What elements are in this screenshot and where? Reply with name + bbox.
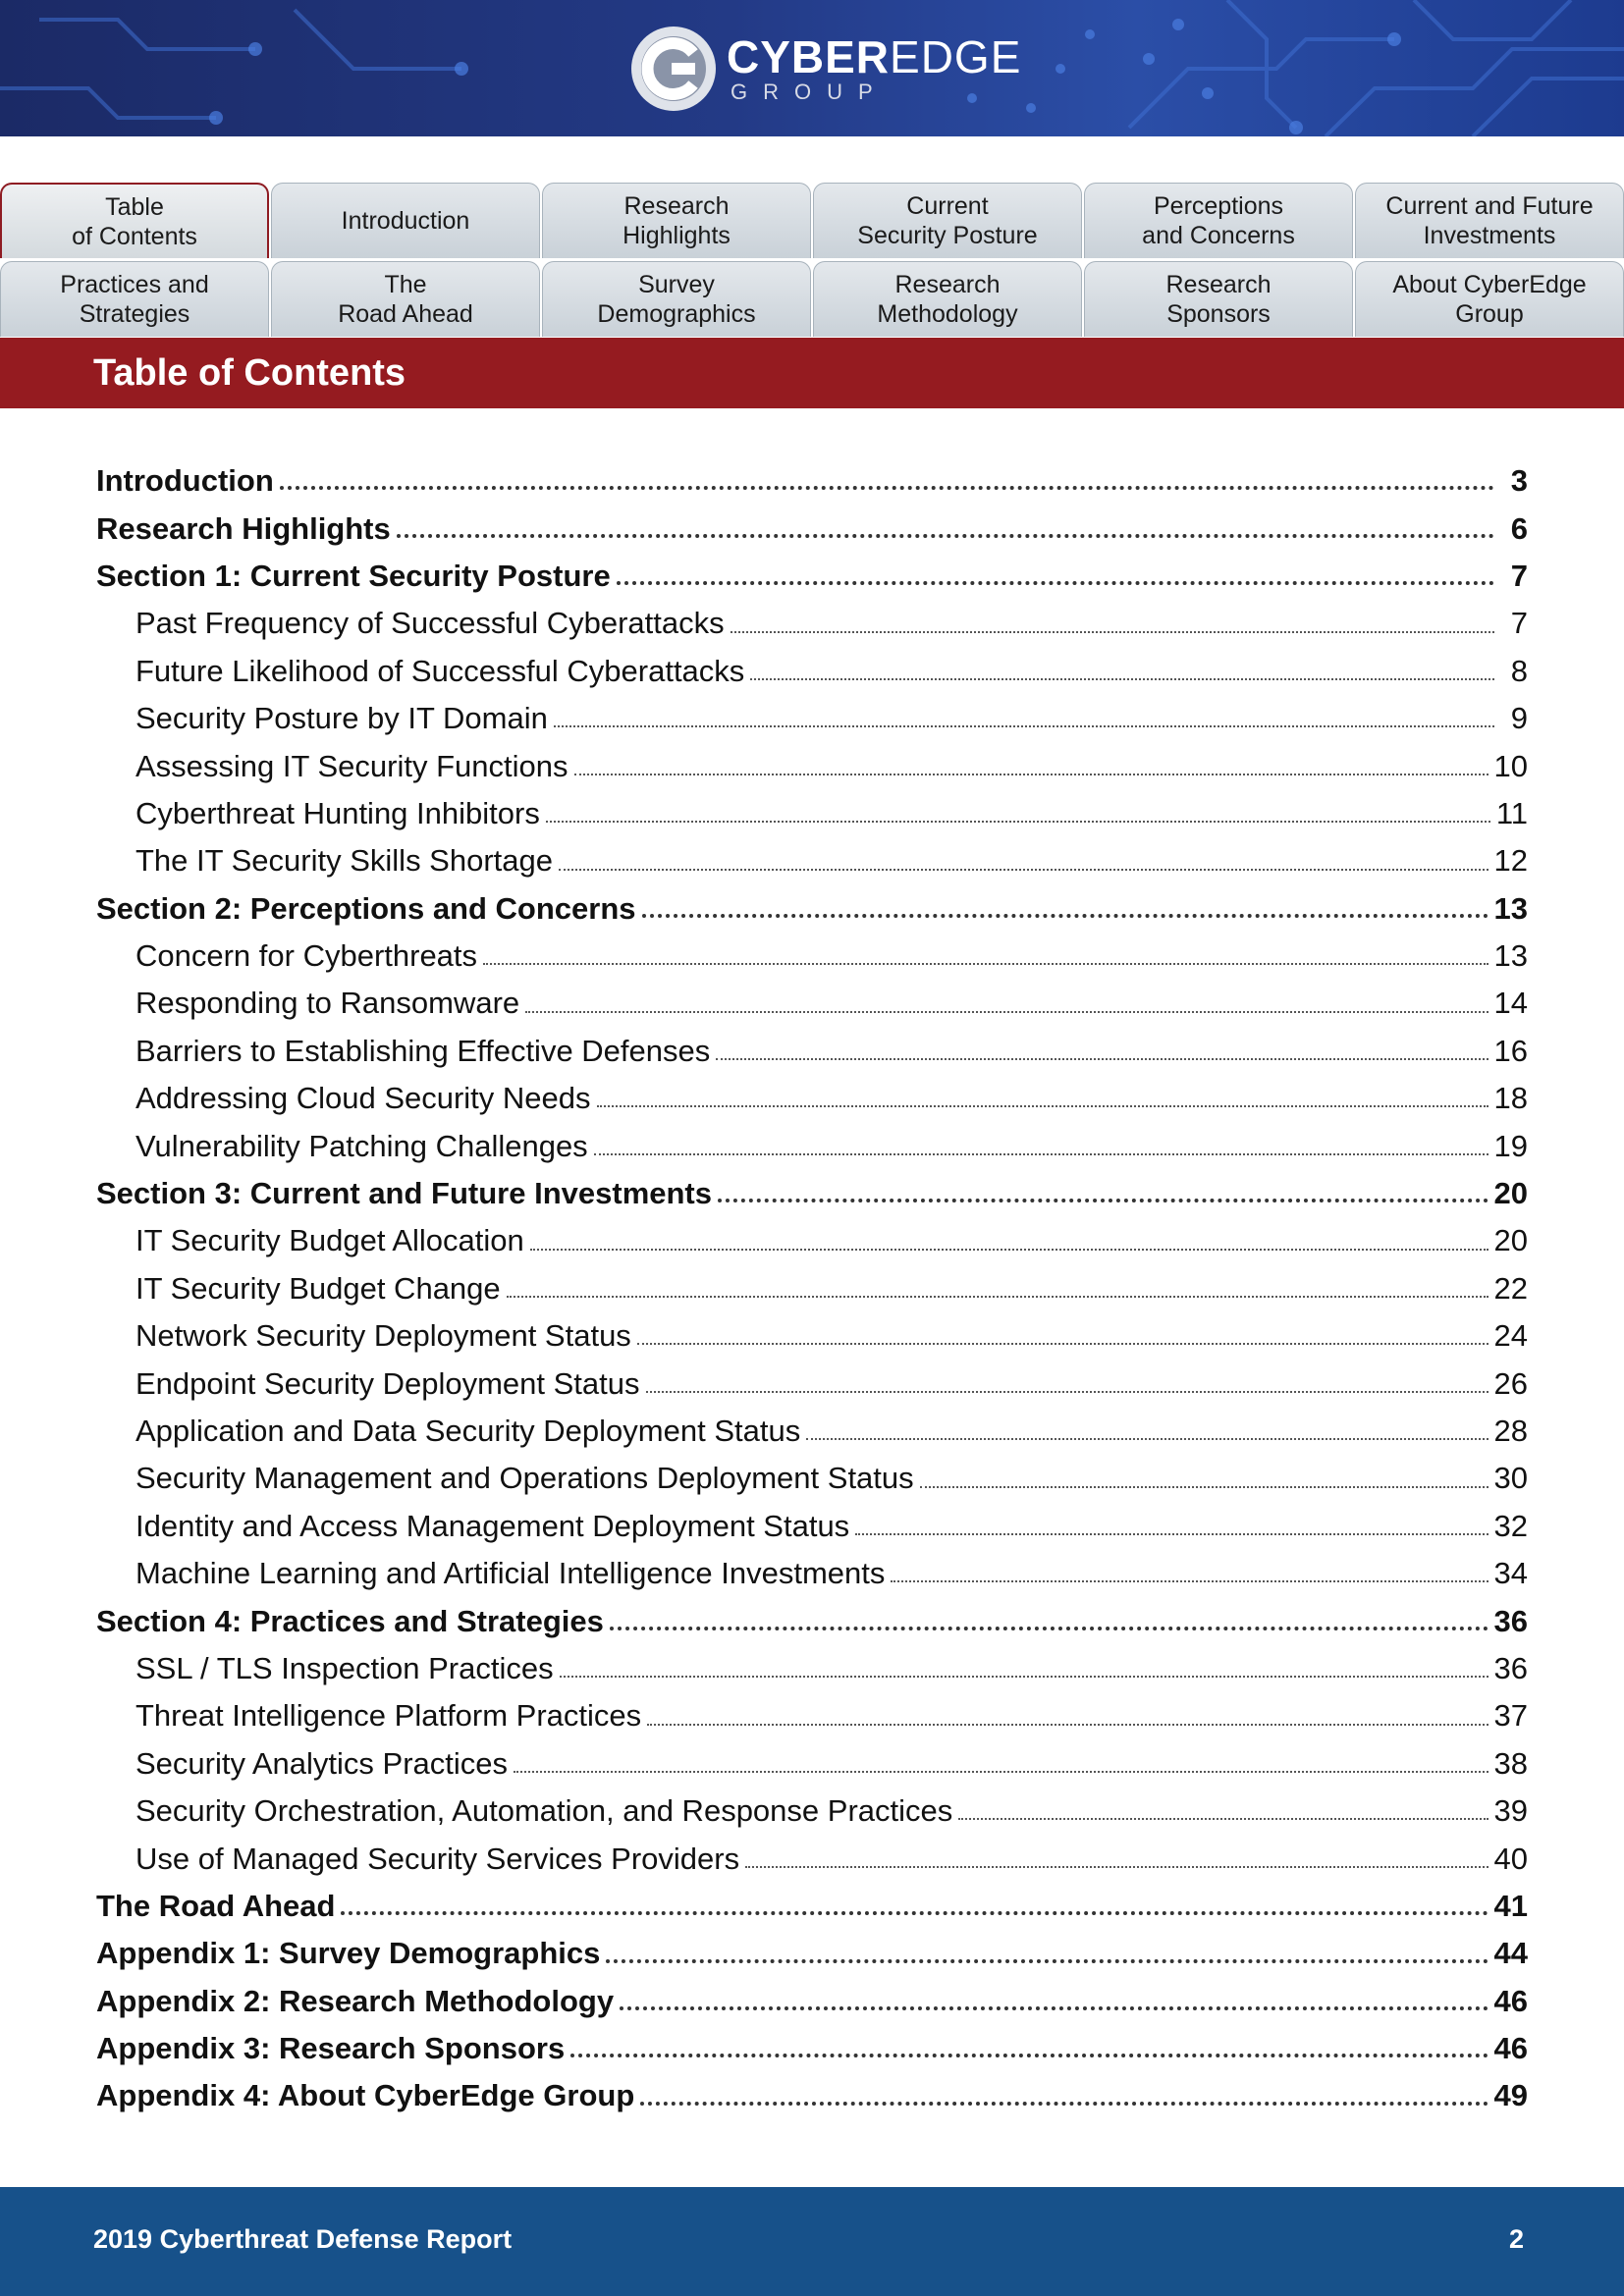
- toc-page-number: 41: [1493, 1888, 1528, 1923]
- toc-page-number: 30: [1493, 1461, 1528, 1496]
- toc-page-number: 3: [1510, 463, 1528, 499]
- page-title: Table of Contents: [93, 351, 406, 394]
- toc-page-number: 46: [1493, 2031, 1528, 2066]
- tab-current-security-posture[interactable]: Current Security Posture: [813, 183, 1082, 258]
- dot-leader: [646, 1391, 1489, 1393]
- toc-page-number: 34: [1493, 1556, 1528, 1591]
- toc-subsection-link[interactable]: [96, 1312, 1528, 1360]
- toc-subsection-link[interactable]: [96, 1122, 1528, 1169]
- toc-entry-label: Appendix 1: Survey Demographics: [96, 1936, 601, 1971]
- toc-entry-label: Identity and Access Management Deployment Status: [135, 1508, 850, 1543]
- toc-section-link[interactable]: [96, 553, 1528, 600]
- toc-entry-label: Appendix 3: Research Sponsors: [96, 2031, 566, 2066]
- toc-page-number: 20: [1493, 1223, 1528, 1258]
- dot-leader: [606, 1959, 1488, 1963]
- toc-entry-label: Section 1: Current Security Posture: [96, 558, 611, 593]
- toc-subsection-link[interactable]: [96, 1408, 1528, 1455]
- toc-subsection-link[interactable]: [96, 742, 1528, 789]
- tab-research-sponsors[interactable]: Research Sponsors: [1084, 261, 1353, 337]
- cyberedge-logo: [628, 22, 1021, 115]
- toc-entry-label: Security Posture by IT Domain: [135, 701, 548, 736]
- dot-leader: [546, 821, 1490, 823]
- toc-entry-label: Barriers to Establishing Effective Defenses: [135, 1033, 711, 1068]
- toc-entry-label: Introduction: [96, 463, 274, 499]
- dot-leader: [597, 1105, 1489, 1107]
- toc-subsection-link[interactable]: [96, 648, 1528, 695]
- toc-section-link[interactable]: [96, 1597, 1528, 1644]
- toc-page-number: 6: [1510, 510, 1528, 546]
- toc-section-link[interactable]: [96, 1978, 1528, 2025]
- tab-table-of-contents[interactable]: Table of Contents: [0, 183, 269, 258]
- tab-introduction[interactable]: Introduction: [271, 183, 540, 258]
- toc-entry-label: Appendix 4: About CyberEdge Group: [96, 2078, 635, 2113]
- dot-leader: [280, 486, 1494, 490]
- dot-leader: [920, 1486, 1489, 1488]
- toc-entry-label: Security Orchestration, Automation, and Response Practices: [135, 1793, 953, 1829]
- toc-page-number: 16: [1493, 1033, 1528, 1068]
- toc-page-number: 46: [1493, 1983, 1528, 2018]
- toc-page-number: 22: [1493, 1270, 1528, 1306]
- toc-entry-label: Application and Data Security Deployment Status: [135, 1414, 801, 1448]
- toc-entry-label: Vulnerability Patching Challenges: [135, 1128, 588, 1163]
- toc-page-number: 10: [1493, 748, 1528, 783]
- tab-practices-and-strategies[interactable]: Practices and Strategies: [0, 261, 269, 337]
- footer-page-number: 2: [1508, 2224, 1524, 2254]
- dot-leader: [855, 1533, 1488, 1535]
- toc-page-number: 12: [1493, 843, 1528, 879]
- dot-leader: [718, 1199, 1489, 1202]
- toc-page-number: 32: [1493, 1508, 1528, 1543]
- toc-entry-label: Section 3: Current and Future Investments: [96, 1176, 712, 1211]
- toc-section-link[interactable]: [96, 505, 1528, 552]
- toc-entry-label: Past Frequency of Successful Cyberattacks: [135, 606, 725, 641]
- toc-entry-label: SSL / TLS Inspection Practices: [135, 1650, 554, 1685]
- tab-current-and-future-investments[interactable]: Current and Future Investments: [1355, 183, 1624, 258]
- dot-leader: [642, 914, 1489, 918]
- toc-subsection-link[interactable]: [96, 600, 1528, 647]
- toc-subsection-link[interactable]: [96, 1217, 1528, 1264]
- toc-page-number: 39: [1493, 1793, 1528, 1829]
- toc-entry-label: Research Highlights: [96, 510, 391, 546]
- dot-leader: [640, 2102, 1488, 2106]
- dot-leader: [507, 1296, 1489, 1298]
- toc-entry-label: Future Likelihood of Successful Cyberattacks: [135, 653, 745, 688]
- dot-leader: [891, 1580, 1488, 1582]
- toc-subsection-link[interactable]: [96, 933, 1528, 980]
- dot-leader: [559, 869, 1489, 871]
- toc-entry-label: Security Analytics Practices: [135, 1745, 509, 1781]
- tab-the-road-ahead[interactable]: The Road Ahead: [271, 261, 540, 337]
- toc-entry-label: Addressing Cloud Security Needs: [135, 1081, 591, 1116]
- toc-page-number: 8: [1510, 653, 1528, 688]
- toc-entry-label: Use of Managed Security Services Providers: [135, 1841, 740, 1876]
- toc-subsection-link[interactable]: [96, 790, 1528, 837]
- dot-leader: [745, 1866, 1488, 1868]
- toc-page-number: 44: [1493, 1936, 1528, 1971]
- toc-section-link[interactable]: [96, 1883, 1528, 1930]
- header-banner: [0, 0, 1624, 136]
- toc-page-number: 38: [1493, 1745, 1528, 1781]
- toc-section-link[interactable]: [96, 1170, 1528, 1217]
- toc-page-number: 13: [1493, 938, 1528, 974]
- logo-subtitle: GROUP: [731, 79, 889, 104]
- toc-page-number: 7: [1510, 558, 1528, 593]
- logo-title: CYBEREDGE: [727, 30, 1022, 82]
- toc-subsection-link[interactable]: [96, 695, 1528, 742]
- dot-leader: [617, 581, 1494, 585]
- toc-entry-label: IT Security Budget Change: [135, 1270, 501, 1306]
- toc-subsection-link[interactable]: [96, 1028, 1528, 1075]
- toc-subsection-link[interactable]: [96, 837, 1528, 884]
- dot-leader: [560, 1676, 1489, 1678]
- tab-research-highlights[interactable]: Research Highlights: [542, 183, 811, 258]
- toc-page-number: 36: [1493, 1650, 1528, 1685]
- toc-subsection-link[interactable]: [96, 1360, 1528, 1407]
- toc-entry-label: IT Security Budget Allocation: [135, 1223, 524, 1258]
- toc-page-number: 13: [1493, 890, 1528, 926]
- toc-page-number: 14: [1493, 986, 1528, 1021]
- tab-about-cyberedge-group[interactable]: About CyberEdge Group: [1355, 261, 1624, 337]
- footer: [0, 2187, 1624, 2296]
- toc-subsection-link[interactable]: [96, 1265, 1528, 1312]
- dot-leader: [637, 1343, 1489, 1345]
- toc-subsection-link[interactable]: [96, 1455, 1528, 1502]
- dot-leader: [530, 1249, 1489, 1251]
- toc-page-number: 36: [1493, 1603, 1528, 1638]
- toc-subsection-link[interactable]: [96, 1835, 1528, 1882]
- tab-perceptions-and-concerns[interactable]: Perceptions and Concerns: [1084, 183, 1353, 258]
- toc-entry-label: Cyberthreat Hunting Inhibitors: [135, 795, 540, 830]
- dot-leader: [341, 1911, 1488, 1915]
- section-title-bar: [0, 338, 1624, 408]
- toc-section-link[interactable]: [96, 1930, 1528, 1977]
- dot-leader: [594, 1153, 1489, 1155]
- toc-subsection-link[interactable]: [96, 1503, 1528, 1550]
- dot-leader: [514, 1771, 1488, 1773]
- cyberedge-logo-icon: [628, 24, 719, 114]
- toc-page-number: 24: [1493, 1318, 1528, 1354]
- toc-page-number: 7: [1510, 606, 1528, 641]
- toc-page-number: 9: [1510, 701, 1528, 736]
- toc-entry-label: Section 2: Perceptions and Concerns: [96, 890, 636, 926]
- dot-leader: [483, 963, 1488, 965]
- toc-entry-label: Responding to Ransomware: [135, 986, 520, 1021]
- toc-subsection-link[interactable]: [96, 980, 1528, 1027]
- toc-entry-label: Endpoint Security Deployment Status: [135, 1365, 640, 1401]
- dot-leader: [716, 1058, 1488, 1060]
- dot-leader: [750, 678, 1494, 680]
- table-of-contents: [96, 457, 1528, 2120]
- dot-leader: [958, 1818, 1488, 1820]
- dot-leader: [554, 725, 1494, 727]
- toc-section-link[interactable]: [96, 457, 1528, 505]
- toc-entry-label: Appendix 2: Research Methodology: [96, 1983, 615, 2018]
- toc-entry-label: Concern for Cyberthreats: [135, 938, 478, 974]
- dot-leader: [570, 2054, 1488, 2057]
- toc-section-link[interactable]: [96, 2072, 1528, 2119]
- toc-entry-label: Network Security Deployment Status: [135, 1318, 631, 1354]
- toc-subsection-link[interactable]: [96, 1740, 1528, 1788]
- toc-page-number: 18: [1493, 1081, 1528, 1116]
- toc-entry-label: Assessing IT Security Functions: [135, 748, 568, 783]
- toc-entry-label: Threat Intelligence Platform Practices: [135, 1698, 642, 1734]
- dot-leader: [525, 1011, 1488, 1013]
- toc-page-number: 37: [1493, 1698, 1528, 1734]
- toc-entry-label: Security Management and Operations Deployment Status: [135, 1461, 914, 1496]
- toc-page-number: 20: [1493, 1176, 1528, 1211]
- toc-subsection-link[interactable]: [96, 1692, 1528, 1739]
- toc-subsection-link[interactable]: [96, 1550, 1528, 1597]
- dot-leader: [620, 2006, 1488, 2010]
- dot-leader: [731, 631, 1494, 633]
- footer-title: 2019 Cyberthreat Defense Report: [93, 2224, 513, 2254]
- toc-page-number: 49: [1493, 2078, 1528, 2113]
- toc-entry-label: Section 4: Practices and Strategies: [96, 1603, 604, 1638]
- toc-section-link[interactable]: [96, 2025, 1528, 2072]
- toc-entry-label: The Road Ahead: [96, 1888, 336, 1923]
- toc-section-link[interactable]: [96, 885, 1528, 933]
- dot-leader: [806, 1438, 1488, 1440]
- toc-entry-label: The IT Security Skills Shortage: [135, 843, 553, 879]
- toc-page-number: 26: [1493, 1365, 1528, 1401]
- toc-page-number: 11: [1495, 795, 1528, 830]
- tab-research-methodology[interactable]: Research Methodology: [813, 261, 1082, 337]
- dot-leader: [610, 1627, 1489, 1630]
- tab-survey-demographics[interactable]: Survey Demographics: [542, 261, 811, 337]
- toc-page-number: 19: [1493, 1128, 1528, 1163]
- toc-subsection-link[interactable]: [96, 1645, 1528, 1692]
- toc-subsection-link[interactable]: [96, 1075, 1528, 1122]
- toc-entry-label: Machine Learning and Artificial Intelligence Investments: [135, 1556, 886, 1591]
- dot-leader: [647, 1724, 1488, 1726]
- section-tabs: [0, 183, 1624, 338]
- dot-leader: [574, 774, 1489, 775]
- dot-leader: [397, 534, 1494, 538]
- toc-page-number: 28: [1493, 1414, 1528, 1448]
- toc-page-number: 40: [1493, 1841, 1528, 1876]
- toc-subsection-link[interactable]: [96, 1788, 1528, 1835]
